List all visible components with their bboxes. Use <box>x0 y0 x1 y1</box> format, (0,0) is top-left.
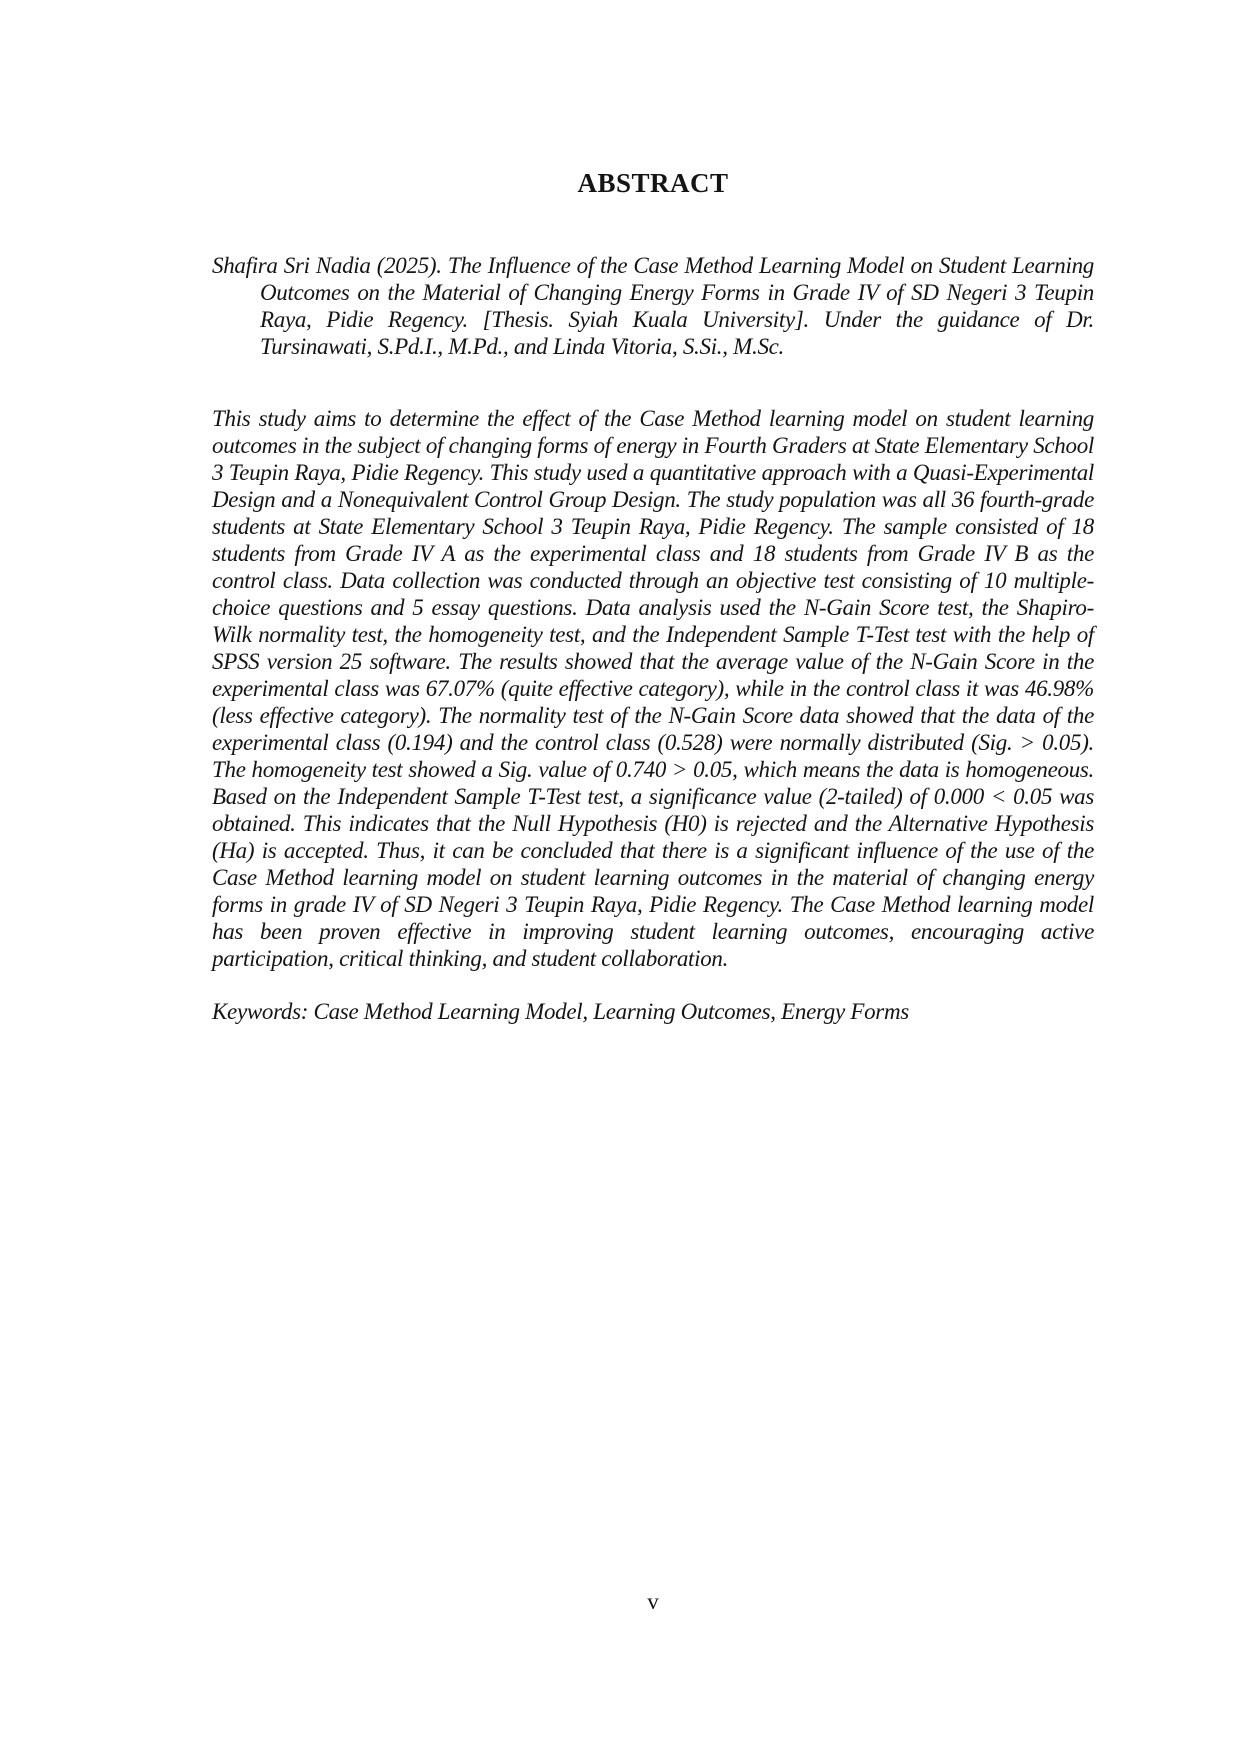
abstract-body-text: This study aims to determine the effect of the Case Method learning model on student learning outcomes in the subject of changing forms of energy in Fourth Graders at State Elementary School 3 Teupin Raya, Pidie Regency. This study used a quantitative approach with a Quasi-Experimental Design and a Nonequivalent Control Group Design. The study population was all 36 fourth-grade students at State Elementary School 3 Teupin Raya, Pidie Regency. The sample consisted of 18 students from Grade IV A as the experimental class and 18 students from Grade IV B as the control class. Data collection was conducted through an objective test consisting of 10 multiple-choice questions and 5 essay questions. Data analysis used the N-Gain Score test, the Shapiro-Wilk normality test, the homogeneity test, and the Independent Sample T-Test test with the help of SPSS version 25 software. The results showed that the average value of the N-Gain Score in the experimental class was 67.07% (quite effective category), while in the control class it was 46.98% (less effective category). The normality test of the N-Gain Score data showed that the data of the experimental class (0.194) and the control class (0.528) were normally distributed (Sig. > 0.05). The homogeneity test showed a Sig. value of 0.740 > 0.05, which means the data is homogeneous. Based on the Independent Sample T-Test test, a significance value (2-tailed) of 0.000 < 0.05 was obtained. This indicates that the Null Hypothesis (H0) is rejected and the Alternative Hypothesis (Ha) is accepted. Thus, it can be concluded that there is a significant influence of the use of the Case Method learning model on student learning outcomes in the material of changing energy forms in grade IV of SD Negeri 3 Teupin Raya, Pidie Regency. The Case Method learning model has been proven effective in improving student learning outcomes, encouraging active participation, critical thinking, and student collaboration. <box>212 406 1094 971</box>
thesis-citation: Shafira Sri Nadia (2025). The Influence of the Case Method Learning Model on Student Learning Outcomes on the Material of Changing Energy Forms in Grade IV of SD Negeri 3 Teupin Raya, Pidie Regency. [Thesis. Syiah Kuala University]. Under the guidance of Dr. Tursinawati, S.Pd.I., M.Pd., and Linda Vitoria, S.Si., M.Sc. <box>212 253 1094 359</box>
keywords-line: Keywords: Case Method Learning Model, Learning Outcomes, Energy Forms <box>212 999 909 1024</box>
page-number: v <box>647 1589 659 1614</box>
page-title: ABSTRACT <box>577 168 729 198</box>
page-content <box>212 0 1094 1025</box>
